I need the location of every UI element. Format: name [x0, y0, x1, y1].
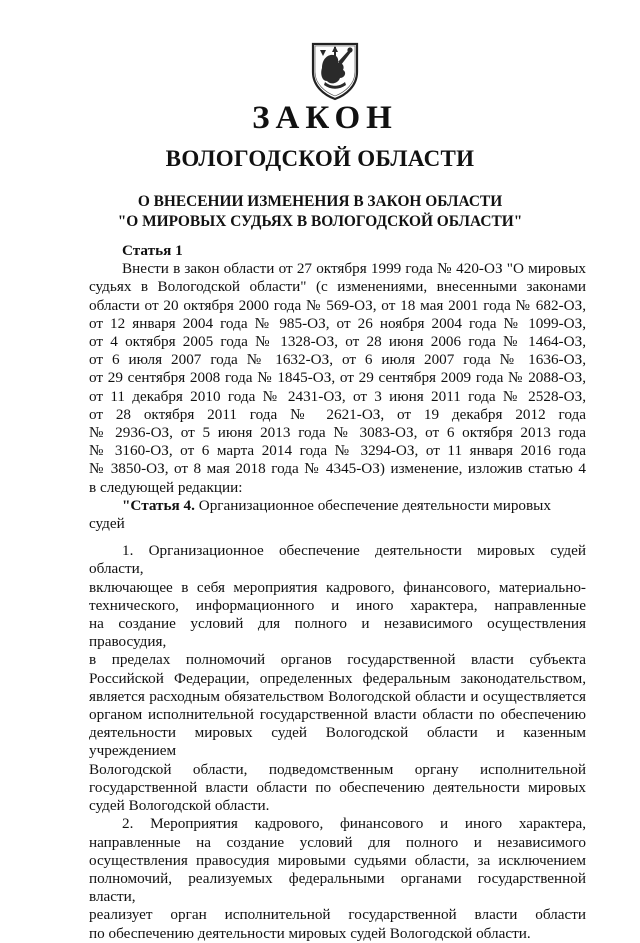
text-line: на создание условий для полного и независимого осуществления правосудия,: [89, 615, 586, 651]
text-line: от 12 января 2004 года № 985-ОЗ, от 26 ноября 2004 года № 1099-ОЗ,: [89, 314, 586, 332]
article-4-title: [89, 497, 586, 533]
text-line: является расходным обязательством Вологодской области и осуществляется: [89, 687, 586, 705]
article-4-paragraph-1: [89, 542, 586, 815]
text-line: по обеспечению деятельности мировых судей Вологодской области.: [89, 924, 531, 942]
text-line: от 29 сентября 2008 года № 1845-ОЗ, от 29 сентября 2009 года № 2088-ОЗ,: [89, 369, 586, 387]
article-4-name: Организационное обеспечение деятельности мировых судей: [89, 496, 551, 533]
text-line: Внести в закон области от 27 октября 1999 года № 420-ОЗ "О мировых: [122, 260, 586, 278]
text-line: деятельности мировых судей Вологодской области и казенным учреждением: [89, 724, 586, 760]
text-line: осуществления правосудия мировыми судьями области, за исключением: [89, 851, 586, 869]
text-line: от 28 октября 2011 года № 2621-ОЗ, от 19 декабря 2012 года: [89, 405, 586, 423]
text-line: области от 20 октября 2000 года № 569-ОЗ, от 18 мая 2001 года № 682-ОЗ,: [89, 296, 586, 314]
text-line: № 3160-ОЗ, от 6 марта 2014 года № 3294-ОЗ, от 11 января 2016 года: [89, 442, 586, 460]
text-line: от 4 октября 2005 года № 1328-ОЗ, от 28 июня 2006 года № 1464-ОЗ,: [89, 333, 586, 351]
vologda-oblast-coat-of-arms-icon: [305, 38, 365, 102]
text-line: Российской Федерации, определенных федеральным законодательством,: [89, 669, 586, 687]
document-subtitle: [0, 192, 640, 232]
text-line: полномочий, реализуемых федеральными органами государственной власти,: [89, 869, 586, 906]
document-body: [89, 242, 586, 943]
text-line: органом исполнительной государственной власти области по обеспечению: [89, 706, 586, 724]
text-line: № 2936-ОЗ, от 5 июня 2013 года № 3083-ОЗ, от 6 октября 2013 года: [89, 424, 586, 442]
text-line: судей Вологодской области.: [89, 797, 270, 815]
text-line: судьях в Вологодской области" (с изменениями, внесенными законами: [89, 278, 586, 296]
text-line: направленные на создание условий для полного и независимого: [89, 833, 586, 851]
text-line: 1. Организационное обеспечение деятельности мировых судей области,: [89, 542, 586, 578]
text-line: государственной власти области по обеспечению деятельности мировых: [89, 778, 586, 796]
subtitle-line: "О МИРОВЫХ СУДЬЯХ В ВОЛОГОДСКОЙ ОБЛАСТИ": [117, 213, 523, 230]
article-4-label: "Статья 4.: [122, 496, 195, 514]
text-line: от 11 декабря 2010 года № 2431-ОЗ, от 3 июня 2011 года № 2528-ОЗ,: [89, 387, 586, 405]
text-line: реализует орган исполнительной государственной власти области: [89, 906, 586, 924]
document-title: ЗАКОН: [252, 100, 398, 136]
text-line: в пределах полномочий органов государственной власти субъекта: [89, 651, 586, 669]
text-line: от 6 июля 2007 года № 1632-ОЗ, от 6 июля 2007 года № 1636-ОЗ,: [89, 351, 586, 369]
text-line: включающее в себя мероприятия кадрового, финансового, материально-: [89, 578, 586, 596]
text-line: 2. Мероприятия кадрового, финансового и иного характера,: [122, 815, 586, 833]
article-4-paragraph-2: [89, 815, 586, 942]
article-1-heading: Статья 1: [122, 242, 183, 259]
text-line: Вологодской области, подведомственным органу исполнительной: [89, 760, 586, 778]
text-line: № 3850-ОЗ, от 8 мая 2018 года № 4345-ОЗ) изменение, изложив статью 4: [89, 460, 586, 478]
text-line: технического, информационного и иного характера, направленные: [89, 596, 586, 614]
article-1-text: [89, 260, 586, 497]
subtitle-line: О ВНЕСЕНИИ ИЗМЕНЕНИЯ В ЗАКОН ОБЛАСТИ: [137, 193, 503, 210]
text-line: в следующей редакции:: [89, 478, 243, 496]
document-region: ВОЛОГОДСКОЙ ОБЛАСТИ: [165, 146, 475, 171]
